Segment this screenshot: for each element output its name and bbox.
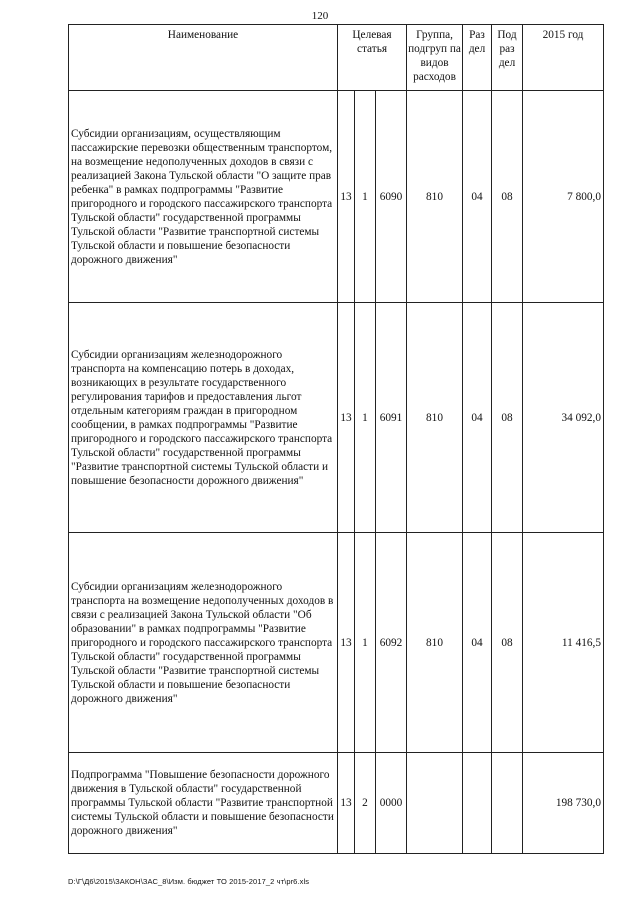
row-amount: 198 730,0 (523, 753, 604, 854)
header-group: Группа, подгруп па видов расходов (407, 25, 463, 91)
row-article-subprogram: 2 (355, 753, 376, 854)
row-group: 810 (407, 91, 463, 303)
file-path-footer: D:\Г\Д6\2015\ЗАКОН\ЗАС_8\Изм. бюджет ТО 2015-2017_2 чт\pr6.xls (68, 877, 310, 886)
table-row (69, 753, 604, 854)
row-section: 04 (463, 91, 492, 303)
row-group: 810 (407, 303, 463, 533)
row-section: 04 (463, 303, 492, 533)
row-article-program: 13 (338, 303, 355, 533)
row-section (463, 753, 492, 854)
row-subsection (492, 753, 523, 854)
row-amount: 11 416,5 (523, 533, 604, 753)
row-article-subprogram: 1 (355, 91, 376, 303)
row-group: 810 (407, 533, 463, 753)
row-article-direction: 6090 (376, 91, 407, 303)
page-number: 120 (311, 10, 329, 22)
table-header-row (69, 25, 604, 91)
row-subsection: 08 (492, 303, 523, 533)
header-subsection: Под раз дел (492, 25, 523, 91)
row-article-subprogram: 1 (355, 303, 376, 533)
row-article-program: 13 (338, 753, 355, 854)
row-name: Субсидии организациям железнодорожного транспорта на возмещение недополученных доходов в связи с реализацией Закона Тульской области "Об образовании" в рамках подпрограммы "Развитие пригородного и городского пассажирского транспорта Тульской области" государственной программы Тульской области "Развитие транспортной системы Тульской области и повышение безопасности дорожного движения" (69, 533, 338, 753)
row-article-program: 13 (338, 533, 355, 753)
row-name: Субсидии организациям железнодорожного транспорта на компенсацию потерь в доходах, возникающих в результате государственного регулирования тарифов и предоставления льгот отдельным категориям граждан в пригородном сообщении, в рамках подпрограммы "Развитие пригородного и городского пассажирского транспорта Тульской области" государственной программы "Развитие транспортной системы Тульской области и повышение безопасности дорожного движения" (69, 303, 338, 533)
row-name: Подпрограмма "Повышение безопасности дорожного движения в Тульской области" государственной программы Тульской области "Развитие транспортной системы Тульской области и повышение безопасности дорожного движения" (69, 753, 338, 854)
table-row (69, 91, 604, 303)
table-row (69, 303, 604, 533)
row-name: Субсидии организациям, осуществляющим пассажирские перевозки общественным транспортом, на возмещение недополученных доходов в связи с реализацией Закона Тульской области "О защите прав ребенка" в рамках подпрограммы "Развитие пригородного и городского пассажирского транспорта Тульской области" государственной программы Тульской области "Развитие транспортной системы Тульской области и повышение безопасности дорожного движения" (69, 91, 338, 303)
row-subsection: 08 (492, 533, 523, 753)
header-year: 2015 год (523, 25, 604, 91)
header-name: Наименование (69, 25, 338, 91)
table-row (69, 533, 604, 753)
row-article-direction: 6091 (376, 303, 407, 533)
row-section: 04 (463, 533, 492, 753)
header-section: Раз дел (463, 25, 492, 91)
row-article-direction: 6092 (376, 533, 407, 753)
row-article-program: 13 (338, 91, 355, 303)
row-amount: 34 092,0 (523, 303, 604, 533)
row-amount: 7 800,0 (523, 91, 604, 303)
row-group (407, 753, 463, 854)
row-subsection: 08 (492, 91, 523, 303)
header-target-article: Целевая статья (338, 25, 407, 91)
row-article-subprogram: 1 (355, 533, 376, 753)
row-article-direction: 0000 (376, 753, 407, 854)
budget-table (68, 24, 604, 854)
